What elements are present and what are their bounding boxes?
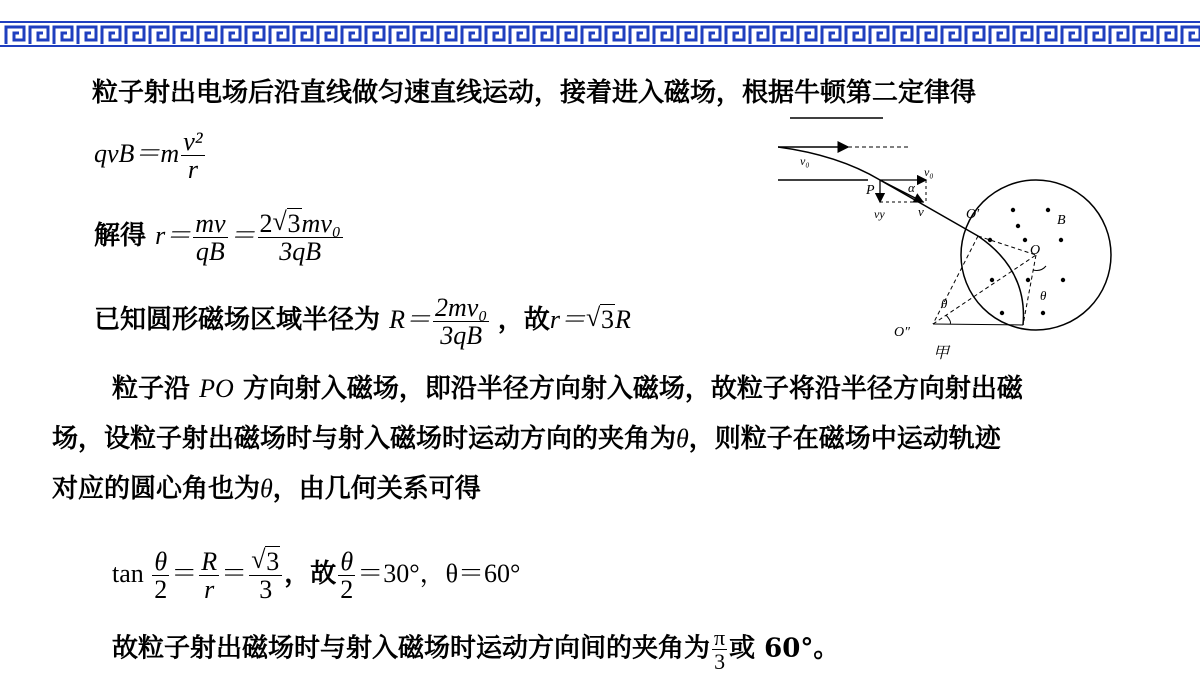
label-theta-right: θ: [1040, 288, 1047, 303]
eq3-sqrt: 3: [600, 304, 614, 334]
para2-line1-b: 方向射入磁场，即沿半径方向射入磁场，故粒子将沿半径方向射出磁: [242, 374, 1023, 404]
tan-label: tan: [112, 558, 144, 588]
eq3-fraction: [433, 294, 489, 350]
eq1-fraction: [181, 128, 204, 184]
eq4-f3-den: 3: [259, 575, 273, 605]
eq4-frac-4: [338, 548, 355, 604]
eq2-fraction-1: [193, 210, 227, 266]
label-O: O: [1030, 243, 1041, 258]
eq4-mid: ，故: [284, 558, 337, 588]
eq4-f4-num: θ: [340, 547, 354, 576]
key-pattern-tile: [486, 27, 528, 44]
label-v: v: [918, 204, 924, 219]
eq2-fraction-2: [258, 210, 343, 266]
radius-line-2: [1023, 255, 1036, 325]
para2-line3-b: ，由几何关系可得: [272, 474, 481, 504]
eq4-f1-den: 2: [154, 575, 168, 605]
key-pattern-tile: [534, 27, 576, 44]
key-pattern-tile: [630, 27, 672, 44]
para2-line1: [112, 374, 1023, 404]
radius-line-3: [978, 236, 1036, 255]
radius-line-1: [933, 236, 978, 324]
eq4-f1-num: θ: [154, 547, 168, 576]
eq3-mid: ，故: [497, 304, 550, 335]
figure-caption: 甲: [933, 345, 950, 362]
key-pattern-tile: [1062, 27, 1104, 44]
key-pattern-tile: [870, 27, 912, 44]
eq3-tail: R: [614, 304, 631, 334]
eq2-f1-den: qB: [195, 237, 225, 267]
pi-den: 3: [714, 649, 726, 675]
v-arrow: [880, 180, 923, 202]
eq4-tail: ＝30°，θ＝60°: [357, 558, 521, 588]
eq1-numerator: v²: [183, 127, 203, 156]
para2-line1-a: 粒子沿: [112, 374, 191, 404]
eq4-f4-den: 2: [340, 575, 354, 605]
eq3-r: r＝: [549, 304, 586, 334]
decorative-border: [0, 0, 1200, 50]
intro-text: 粒子射出电场后沿直线做匀速直线运动，接着进入磁场，根据牛顿第二定律得: [92, 78, 977, 108]
eq2-prefix: 解得: [94, 220, 147, 251]
key-pattern-tile: [774, 27, 816, 44]
key-pattern-tile: [678, 27, 720, 44]
eq2-f2-mv0: mv₀: [301, 209, 341, 238]
intro-sentence: [92, 78, 976, 108]
key-pattern-tile: [438, 27, 480, 44]
eq2-f1-num: mv: [195, 209, 226, 238]
eq4-frac-1: [152, 548, 169, 604]
key-pattern-tile: [726, 27, 768, 44]
radius-equation: [94, 210, 345, 266]
pi-num: π: [714, 625, 726, 650]
para2-line2: [52, 424, 1001, 454]
eq2-f2-den: 3qB: [279, 237, 322, 267]
theta-symbol: θ: [676, 424, 689, 453]
eq4-eq1: ＝: [171, 558, 198, 588]
label-O-prime: O′: [966, 207, 980, 222]
para2-line2-a: 场，设粒子射出磁场时与射入磁场时运动方向的夹角为: [52, 424, 677, 454]
eq4-f2-num: R: [201, 547, 218, 576]
angle-arc-left: [946, 315, 951, 324]
key-pattern-tile: [150, 27, 192, 44]
key-pattern-tile: [918, 27, 960, 44]
eq1-lhs: qvB＝m: [94, 138, 180, 168]
eq2-f2-sqrt: 3: [287, 209, 301, 238]
pi-over-3: [712, 626, 727, 673]
tan-equation: [112, 548, 520, 604]
para2-line3: [52, 474, 481, 504]
label-theta-left: θ: [941, 296, 948, 311]
key-pattern-tile: [102, 27, 144, 44]
label-B: B: [1057, 213, 1066, 228]
field-radius-statement: [94, 294, 631, 350]
eq3-f-den: 3qB: [440, 321, 483, 351]
eq2-r: r＝: [155, 220, 192, 250]
eq3-prefix: 已知圆形磁场区域半径为: [94, 304, 381, 335]
eq4-frac-2: [199, 548, 219, 604]
key-pattern-tile: [54, 27, 96, 44]
para2-line2-b: ，则粒子在磁场中运动轨迹: [688, 424, 1001, 454]
eq4-f3-sqrt: 3: [266, 547, 280, 576]
key-pattern-tile: [6, 27, 48, 44]
physics-diagram: [778, 110, 1158, 365]
eq4-eq2: ＝: [221, 558, 248, 588]
label-vy: vy: [874, 207, 885, 221]
key-pattern-tile: [1110, 27, 1152, 44]
label-v0-right: v₀: [924, 165, 934, 179]
conclusion-sentence: [112, 626, 839, 673]
para2-line3-a: 对应的圆心角也为: [52, 474, 261, 504]
po-label: PO: [199, 374, 234, 403]
eq3-f-num: 2mv₀: [434, 293, 488, 322]
label-P: P: [866, 183, 875, 198]
key-pattern-tile: [294, 27, 336, 44]
newton-equation: [94, 128, 207, 184]
key-pattern-tile: [1158, 27, 1200, 44]
eq1-denominator: r: [187, 155, 198, 185]
theta-symbol-2: θ: [260, 474, 273, 503]
key-pattern-tile: [966, 27, 1008, 44]
label-alpha: α: [908, 180, 915, 195]
conclusion-text-a: 故粒子射出磁场时与射入磁场时运动方向间的夹角为: [112, 633, 711, 664]
conclusion-text-b: 或 60°。: [729, 633, 840, 664]
key-pattern-tile: [246, 27, 288, 44]
key-pattern-tile: [582, 27, 624, 44]
eq2-equals: ＝: [229, 220, 256, 250]
eq4-frac-3: [249, 548, 282, 604]
key-pattern-tile: [198, 27, 240, 44]
key-pattern-tile: [390, 27, 432, 44]
angle-arc-right: [1033, 266, 1046, 271]
label-v0-left: v₀: [800, 154, 810, 168]
eq4-f2-den: r: [204, 575, 215, 605]
eq3-R: R＝: [389, 304, 431, 334]
key-pattern-tile: [342, 27, 384, 44]
label-O-double: O″: [894, 325, 910, 340]
key-pattern-tile: [1014, 27, 1056, 44]
eq2-f2-coef: 2: [259, 209, 273, 238]
base-line: [933, 324, 1023, 325]
key-pattern-tile: [822, 27, 864, 44]
